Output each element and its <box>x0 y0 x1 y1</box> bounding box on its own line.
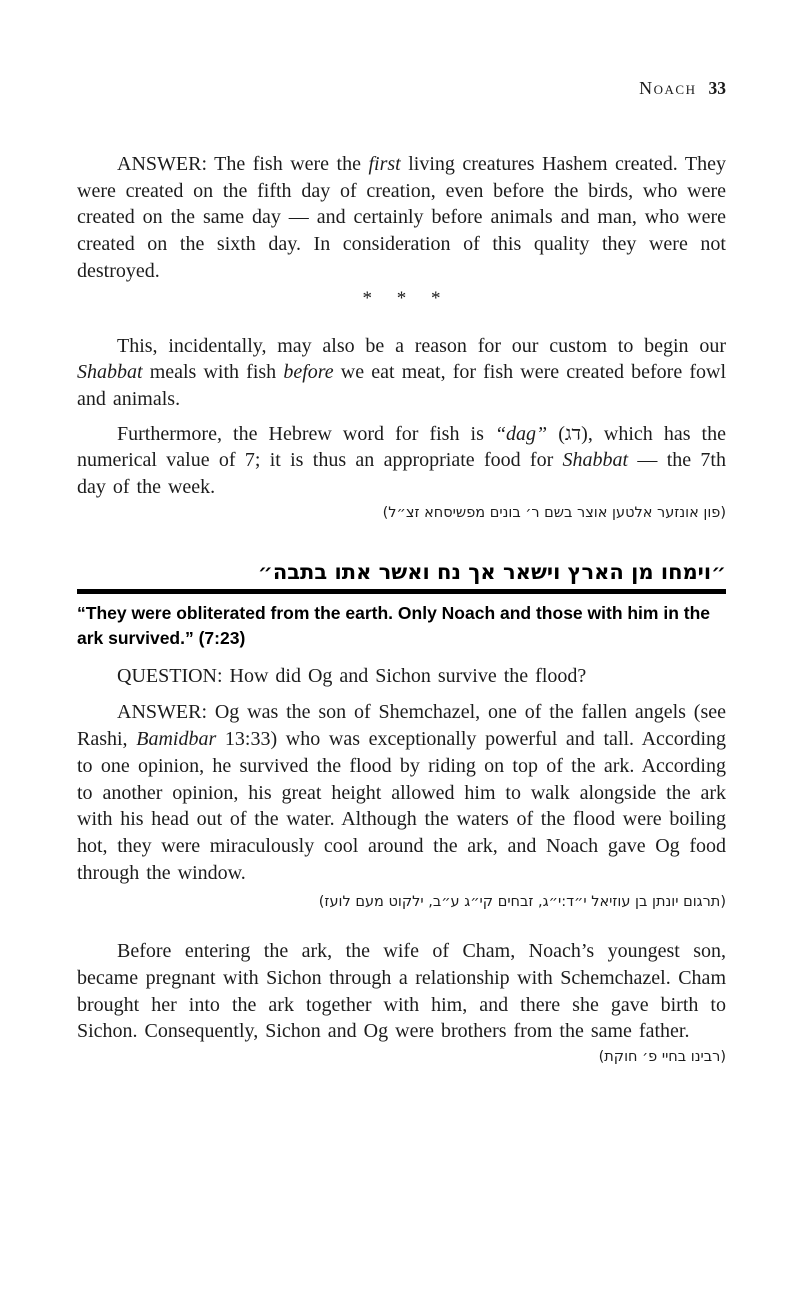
page-number: 33 <box>708 78 726 98</box>
hebrew-verse-heading: ״וימחו מן הארץ וישאר אך נח ואשר אתו בתבה״ <box>257 559 726 584</box>
section-separator: * * * <box>362 287 441 309</box>
paragraph-sichon-birth: Before entering the ark, the wife of Cham, Noach’s youngest son, became pregnant with Sichon through a relationship with Schemchazel. Cham brought her into the ark together with him, and there she gave birth to Sichon. Consequently, Sichon and Og were brothers from the same father. <box>77 940 726 1043</box>
verse-translation: “They were obliterated from the earth. Only Noach and those with him in the ark survived.” (7:23) <box>77 602 711 648</box>
paragraph-question: QUESTION: How did Og and Sichon survive the flood? <box>117 664 587 687</box>
page-header <box>77 78 726 99</box>
paragraph-dag-gematria: Furthermore, the Hebrew word for fish is “dag” (דג), which has the numerical value of 7; it is thus an appropriate food for Shabbat — the 7th day of the week. <box>77 422 726 499</box>
paragraph-answer-og: ANSWER: Og was the son of Shemchazel, one of the fallen angels (see Rashi, Bamidbar 13:33) who was exceptionally powerful and tall. According to one opinion, he survived the flood by riding on top of the ark. According to another opinion, his great height allowed him to walk alongside the ark with his head out of the water. Although the waters of the flood were boiling hot, they were miraculously cool around the ark, and Noach gave Og food through the window. <box>77 701 726 884</box>
heading-divider-rule <box>77 589 726 594</box>
hebrew-source-citation: (תרגום יונתן בן עוזיאל י״ד:י״ג, זבחים קי״ג ע״ב, ילקוט מעם לועז) <box>318 894 726 911</box>
paragraph-answer-fish: ANSWER: The fish were the first living creatures Hashem created. They were created on the fifth day of creation, even before the birds, who were created on the same day — and certainly before animals and man, who were created on the sixth day. In consideration of this quality they were not destroyed. <box>77 153 726 282</box>
paragraph-shabbat-custom: This, incidentally, may also be a reason for our custom to begin our Shabbat meals with fish before we eat meat, for fish were created before fowl and animals. <box>77 334 726 410</box>
hebrew-source-citation: (רבינו בחיי פ׳ חוקת) <box>598 1049 726 1066</box>
hebrew-source-citation: (פון אונזער אלטען אוצר בשם ר׳ בונים מפשיסחא זצ״ל) <box>382 504 726 521</box>
chapter-title: Noach <box>639 78 697 98</box>
